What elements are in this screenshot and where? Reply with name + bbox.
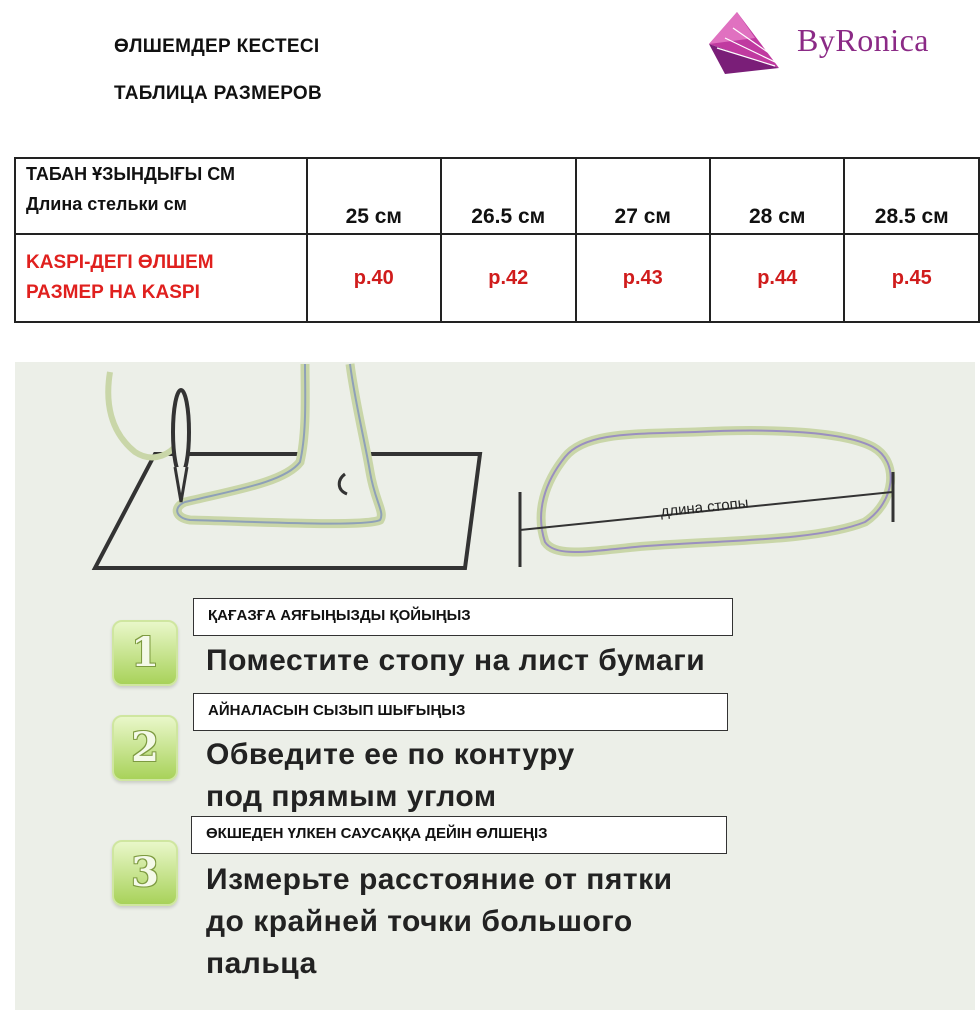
kaspi-label-kz: KASPI-ДЕГІ ӨЛШЕМ	[26, 252, 214, 273]
title-russian: ТАБЛИЦА РАЗМЕРОВ	[114, 83, 323, 104]
foot-length-label: длина стопы	[659, 494, 750, 521]
step3-line1: Измерьте расстояние от пятки	[206, 863, 673, 896]
step2-text	[206, 734, 575, 818]
insole-label-ru: Длина стельки см	[26, 194, 187, 214]
length-cell: 25 см	[307, 158, 441, 234]
measuring-instructions-panel	[15, 362, 975, 1010]
kaspi-label-ru: РАЗМЕР НА KASPI	[26, 282, 200, 303]
size-cell: р.43	[576, 234, 710, 322]
length-cell: 28 см	[710, 158, 844, 234]
insole-length-header	[15, 158, 307, 234]
step3-line3: пальца	[206, 947, 317, 980]
kaspi-size-row	[15, 234, 979, 322]
length-cell: 28.5 см	[844, 158, 979, 234]
pen-icon	[173, 390, 189, 474]
length-cell: 26.5 см	[441, 158, 576, 234]
brand-name: ByRonica	[797, 22, 929, 58]
step3-number-badge: 3	[112, 840, 178, 906]
page-titles	[114, 36, 322, 130]
step1-text	[206, 640, 705, 682]
step1-number-badge: 1	[112, 620, 178, 686]
footprint-icon	[541, 431, 891, 552]
step1-line1: Поместите стопу на лист бумаги	[206, 644, 706, 677]
step3-line2: до крайней точки большого	[206, 905, 633, 938]
title-kazakh: ӨЛШЕМДЕР КЕСТЕСІ	[114, 36, 320, 57]
insole-length-row	[15, 158, 979, 234]
size-cell: р.42	[441, 234, 576, 322]
step3-text	[206, 859, 673, 985]
step2-line2: под прямым углом	[206, 780, 497, 813]
leg-outline-icon	[177, 364, 381, 524]
step2-number-badge: 2	[112, 715, 178, 781]
kaspi-size-header	[15, 234, 307, 322]
step3-kz-label: ӨКШЕДЕН ҮЛКЕН САУСАҚҚА ДЕЙІН ӨЛШЕҢІЗ	[191, 816, 727, 854]
brand-mark-icon	[695, 8, 790, 78]
size-cell: р.44	[710, 234, 844, 322]
size-cell: р.40	[307, 234, 441, 322]
size-table	[14, 157, 980, 323]
brand-logo	[695, 8, 955, 78]
step2-kz-label: АЙНАЛАСЫН СЫЗЫП ШЫҒЫҢЫЗ	[193, 693, 728, 731]
foot-measuring-illustration	[15, 362, 975, 592]
size-cell: р.45	[844, 234, 979, 322]
insole-label-kz: ТАБАН ҰЗЫНДЫҒЫ СМ	[26, 164, 236, 184]
step1-kz-label: ҚАҒАЗҒА АЯҒЫҢЫЗДЫ ҚОЙЫҢЫЗ	[193, 598, 733, 636]
length-cell: 27 см	[576, 158, 710, 234]
step2-line1: Обведите ее по контуру	[206, 738, 575, 771]
